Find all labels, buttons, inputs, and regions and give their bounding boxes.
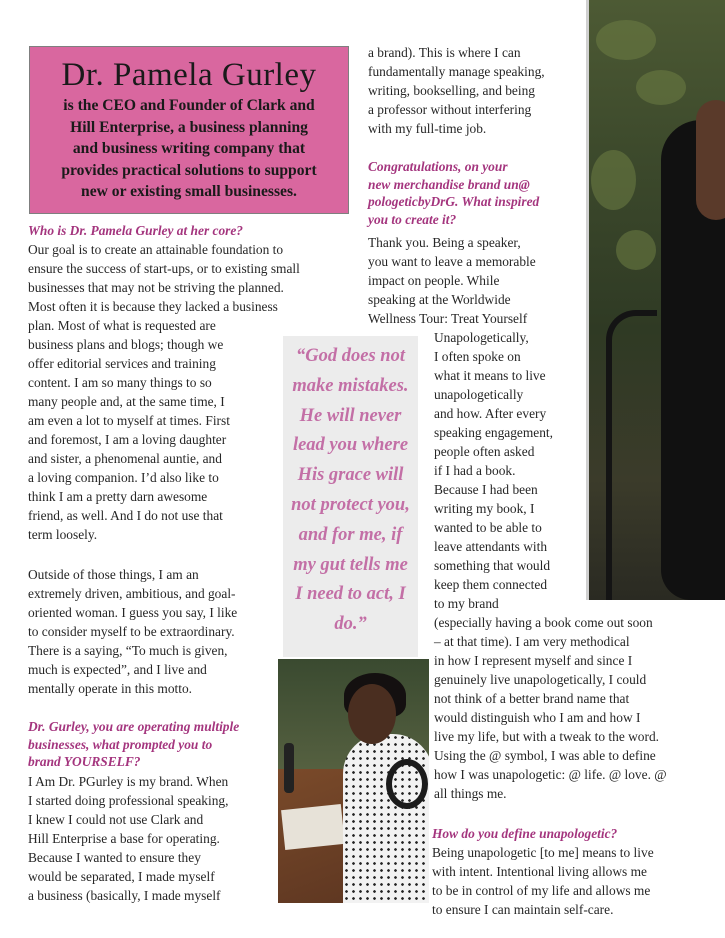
answer-3 bbox=[368, 233, 536, 328]
text-line: in how I represent myself and since I bbox=[434, 653, 633, 668]
question-line: you to create it? bbox=[368, 211, 457, 227]
quote-line: His grace will bbox=[297, 465, 404, 486]
text-line: There is a saying, “To much is given, bbox=[28, 643, 228, 658]
quote-line: lead you where bbox=[292, 435, 409, 456]
text-line: Because I had been bbox=[434, 482, 538, 497]
text-line: Outside of those things, I am an bbox=[28, 567, 199, 582]
text-line: I knew I could not use Clark and bbox=[28, 812, 204, 827]
text-line: offer editorial services and training bbox=[28, 356, 216, 371]
quote-line: I need to act, I bbox=[295, 584, 406, 605]
answer-4 bbox=[432, 843, 654, 919]
question-line: Dr. Gurley, you are operating multiple bbox=[28, 719, 240, 734]
text-line: term loosely. bbox=[28, 527, 98, 542]
text-line: genuinely live unapologetically, I could bbox=[434, 672, 647, 687]
text-line: writing, bookselling, and being bbox=[368, 83, 535, 98]
text-line: fundamentally manage speaking, bbox=[368, 64, 545, 79]
text-line: I often spoke on bbox=[434, 349, 521, 364]
text-line: Wellness Tour: Treat Yourself bbox=[368, 311, 528, 326]
text-line: extremely driven, ambitious, and goal- bbox=[28, 586, 236, 601]
question-line: How do you define unapologetic? bbox=[432, 826, 618, 841]
intro-line: new or existing small businesses. bbox=[81, 183, 297, 200]
title-box bbox=[29, 46, 349, 214]
text-line: live my life, but with a tweak to the word. bbox=[434, 729, 659, 744]
text-line: speaking at the Worldwide bbox=[368, 292, 511, 307]
text-line: to consider myself to be extraordinary. bbox=[28, 624, 235, 639]
quote-line: do.” bbox=[334, 614, 367, 635]
text-line: and sister, a phenomenal auntie, and bbox=[28, 451, 222, 466]
text-line: not think of a better brand name that bbox=[434, 691, 630, 706]
text-line: oriented woman. I guess you say, I like bbox=[28, 605, 238, 620]
text-line: – at that time). I am very methodical bbox=[434, 634, 630, 649]
text-line: would be separated, I made myself bbox=[28, 869, 215, 884]
quote-line: my gut tells me bbox=[293, 554, 408, 575]
text-line: to ensure I can maintain self-care. bbox=[432, 902, 614, 917]
text-line: keep them connected bbox=[434, 577, 548, 592]
text-line: many people and, at the same time, I bbox=[28, 394, 225, 409]
podcast-photo bbox=[278, 659, 429, 903]
quote-line: He will never bbox=[299, 405, 402, 426]
text-line: content. I am so many things to so bbox=[28, 375, 212, 390]
text-line: I started doing professional speaking, bbox=[28, 793, 229, 808]
quote-line: and for me, if bbox=[298, 524, 403, 545]
question-2 bbox=[28, 718, 239, 771]
text-line: Because I wanted to ensure they bbox=[28, 850, 201, 865]
text-line: businesses that may not be striving the planned. bbox=[28, 280, 284, 295]
quote-line: not protect you, bbox=[291, 494, 410, 515]
text-line: would distinguish who I am and how I bbox=[434, 710, 641, 725]
text-line: I Am Dr. PGurley is my brand. When bbox=[28, 774, 229, 789]
text-line: ensure the success of start-ups, or to existing small bbox=[28, 261, 300, 276]
text-line: business plans and blogs; though we bbox=[28, 337, 224, 352]
title-intro bbox=[30, 95, 348, 203]
question-line: pologeticbyDrG. What inspired bbox=[368, 194, 540, 209]
question-line: brand YOURSELF? bbox=[28, 754, 141, 769]
text-line: Thank you. Being a speaker, bbox=[368, 235, 521, 250]
portrait-photo bbox=[586, 0, 725, 600]
intro-line: Hill Enterprise, a business planning bbox=[70, 118, 308, 136]
text-line: a business (basically, I made myself bbox=[28, 888, 221, 903]
question-1 bbox=[28, 222, 243, 240]
text-line: if I had a book. bbox=[434, 463, 516, 478]
text-line: much is expected”, and I live and bbox=[28, 662, 207, 677]
text-line: Most often it is because they lacked a business bbox=[28, 299, 278, 314]
text-line: all things me. bbox=[434, 786, 507, 801]
text-line: a loving companion. I’d also like to bbox=[28, 470, 219, 485]
text-line: unapologetically bbox=[434, 387, 524, 402]
text-line: a professor without interfering bbox=[368, 102, 532, 117]
answer-2-continued bbox=[368, 43, 545, 138]
text-line: am even a lot to myself at times. First bbox=[28, 413, 230, 428]
intro-line: and business writing company that bbox=[72, 140, 306, 157]
question-line: new merchandise brand un@ bbox=[368, 176, 530, 192]
text-line: with intent. Intentional living allows me bbox=[432, 864, 647, 879]
intro-line: provides practical solutions to support bbox=[61, 161, 317, 179]
text-line: to my brand bbox=[434, 596, 499, 611]
pull-quote bbox=[283, 336, 418, 657]
text-line: with my full-time job. bbox=[368, 121, 487, 136]
intro-line: is the CEO and Founder of Clark and bbox=[63, 97, 315, 114]
text-line: mentally operate in this motto. bbox=[28, 681, 193, 696]
text-line: writing my book, I bbox=[434, 501, 535, 516]
text-line: leave attendants with bbox=[434, 539, 548, 554]
answer-2 bbox=[28, 772, 228, 905]
text-line: Being unapologetic [to me] means to live bbox=[432, 845, 654, 860]
question-line: Who is Dr. Pamela Gurley at her core? bbox=[28, 223, 243, 238]
question-line: businesses, what prompted you to bbox=[28, 736, 213, 752]
text-line: plan. Most of what is requested are bbox=[28, 318, 216, 333]
text-line: Hill Enterprise a base for operating. bbox=[28, 831, 220, 846]
text-line: Unapologetically, bbox=[434, 330, 529, 345]
answer-1b bbox=[28, 565, 237, 698]
quote-line: “God does not bbox=[296, 346, 405, 366]
headphones-icon bbox=[386, 759, 428, 809]
question-line: Congratulations, on your bbox=[368, 159, 508, 174]
text-line: how I was unapologetic: @ life. @ love. @ bbox=[434, 767, 667, 782]
text-line: to be in control of my life and allows me bbox=[432, 883, 651, 898]
text-line: Using the @ symbol, I was able to define bbox=[434, 748, 656, 763]
quote-line: make mistakes. bbox=[292, 375, 409, 396]
text-line: you want to leave a memorable bbox=[368, 254, 536, 269]
text-line: friend, as well. And I do not use that bbox=[28, 508, 223, 523]
text-line: and how. After every bbox=[434, 406, 547, 421]
text-line: think I am a pretty darn awesome bbox=[28, 489, 208, 504]
text-line: wanted to be able to bbox=[434, 520, 542, 535]
text-line: people often asked bbox=[434, 444, 535, 459]
text-line: and foremost, I am a loving daughter bbox=[28, 432, 227, 447]
text-line: (especially having a book come out soon bbox=[434, 615, 653, 630]
text-line: Our goal is to create an attainable foundation to bbox=[28, 242, 284, 257]
text-line: something that would bbox=[434, 558, 551, 573]
question-3 bbox=[368, 158, 539, 228]
page-title: Dr. Pamela Gurley bbox=[61, 57, 317, 93]
answer-1 bbox=[28, 240, 300, 544]
text-line: what it means to live bbox=[434, 368, 546, 383]
text-line: impact on people. While bbox=[368, 273, 500, 288]
text-line: speaking engagement, bbox=[434, 425, 553, 440]
text-line: a brand). This is where I can bbox=[368, 45, 521, 60]
question-4 bbox=[432, 825, 617, 843]
